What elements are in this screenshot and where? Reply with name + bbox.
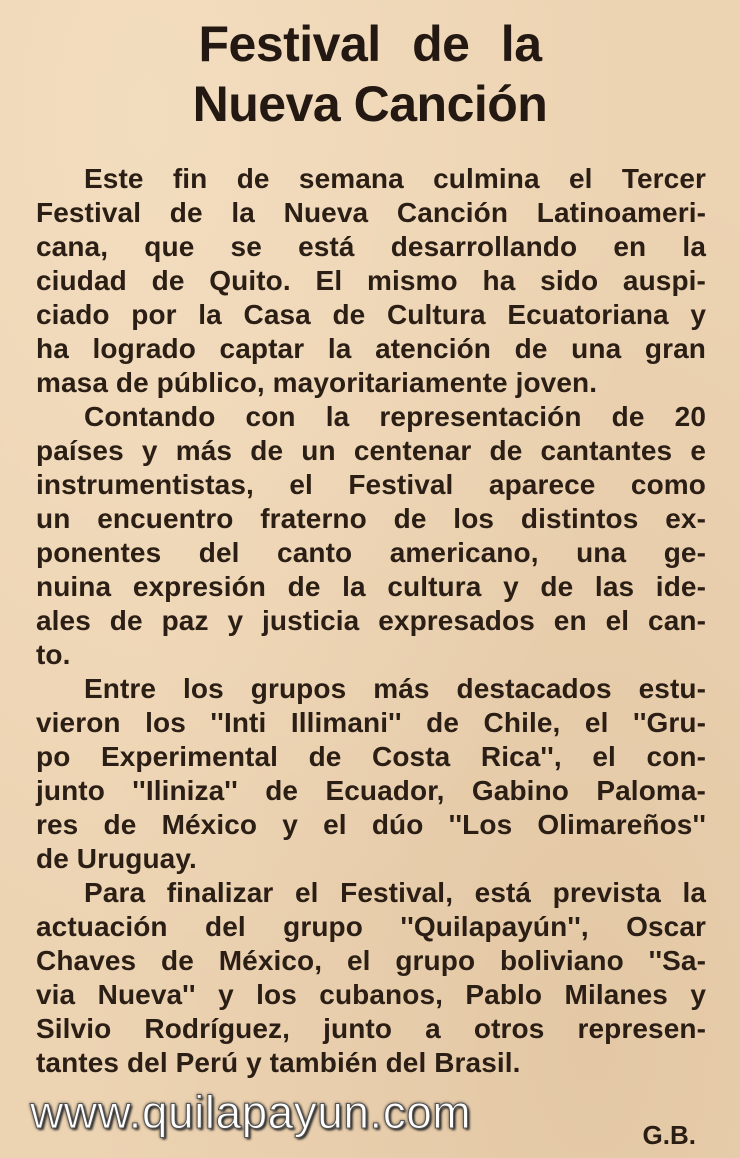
article-line: junto ''Iliniza'' de Ecuador, Gabino Paloma- (36, 775, 706, 806)
article-line: Este fin de semana culmina el Tercer (84, 163, 706, 194)
article-line: tantes del Perú y también del Brasil. (36, 1047, 521, 1078)
article-line: Festival de la Nueva Canción Latinoameri- (36, 197, 706, 228)
article-line: Chaves de México, el grupo boliviano ''Sa- (36, 945, 706, 976)
article-line: ciudad de Quito. El mismo ha sido auspi- (36, 265, 706, 296)
article-line: vieron los ''Inti Illimani'' de Chile, el ''Gru- (36, 707, 706, 738)
article-line: cana, que se está desarrollando en la (36, 231, 706, 262)
article-line: un encuentro fraterno de los distintos ex- (36, 503, 706, 534)
article-line: Contando con la representación de 20 (84, 401, 706, 432)
article-line: ales de paz y justicia expresados en el can- (36, 605, 706, 636)
article-headline (0, 14, 740, 134)
article-body (36, 162, 706, 1080)
author-signature: G.B. (642, 1120, 696, 1150)
article-line: ponentes del canto americano, una ge- (36, 537, 706, 568)
headline-line-2: Nueva Canción (192, 76, 548, 132)
article-line: res de México y el dúo ''Los Olimareños'' (36, 809, 706, 840)
headline-line-1: Festival de la (198, 16, 542, 72)
article-line: Para finalizar el Festival, está prevista la (84, 877, 706, 908)
article-line: actuación del grupo ''Quilapayún'', Oscar (36, 911, 706, 942)
article-line: Entre los grupos más destacados estu- (84, 673, 706, 704)
article-line: nuina expresión de la cultura y de las ide- (36, 571, 706, 602)
article-line: via Nueva'' y los cubanos, Pablo Milanes y (36, 979, 706, 1010)
article-line: Silvio Rodríguez, junto a otros represen- (36, 1013, 706, 1044)
article-line: países y más de un centenar de cantantes e (36, 435, 706, 466)
article-line: ciado por la Casa de Cultura Ecuatoriana y (36, 299, 706, 330)
article-line: instrumentistas, el Festival aparece como (36, 469, 706, 500)
article-line: po Experimental de Costa Rica'', el con- (36, 741, 706, 772)
article-line: ha logrado captar la atención de una gran (36, 333, 706, 364)
article-line: masa de público, mayoritariamente joven. (36, 367, 598, 398)
article-line: de Uruguay. (36, 843, 197, 874)
article-line: to. (36, 639, 71, 670)
website-watermark: www.quilapayun.com (30, 1086, 472, 1138)
